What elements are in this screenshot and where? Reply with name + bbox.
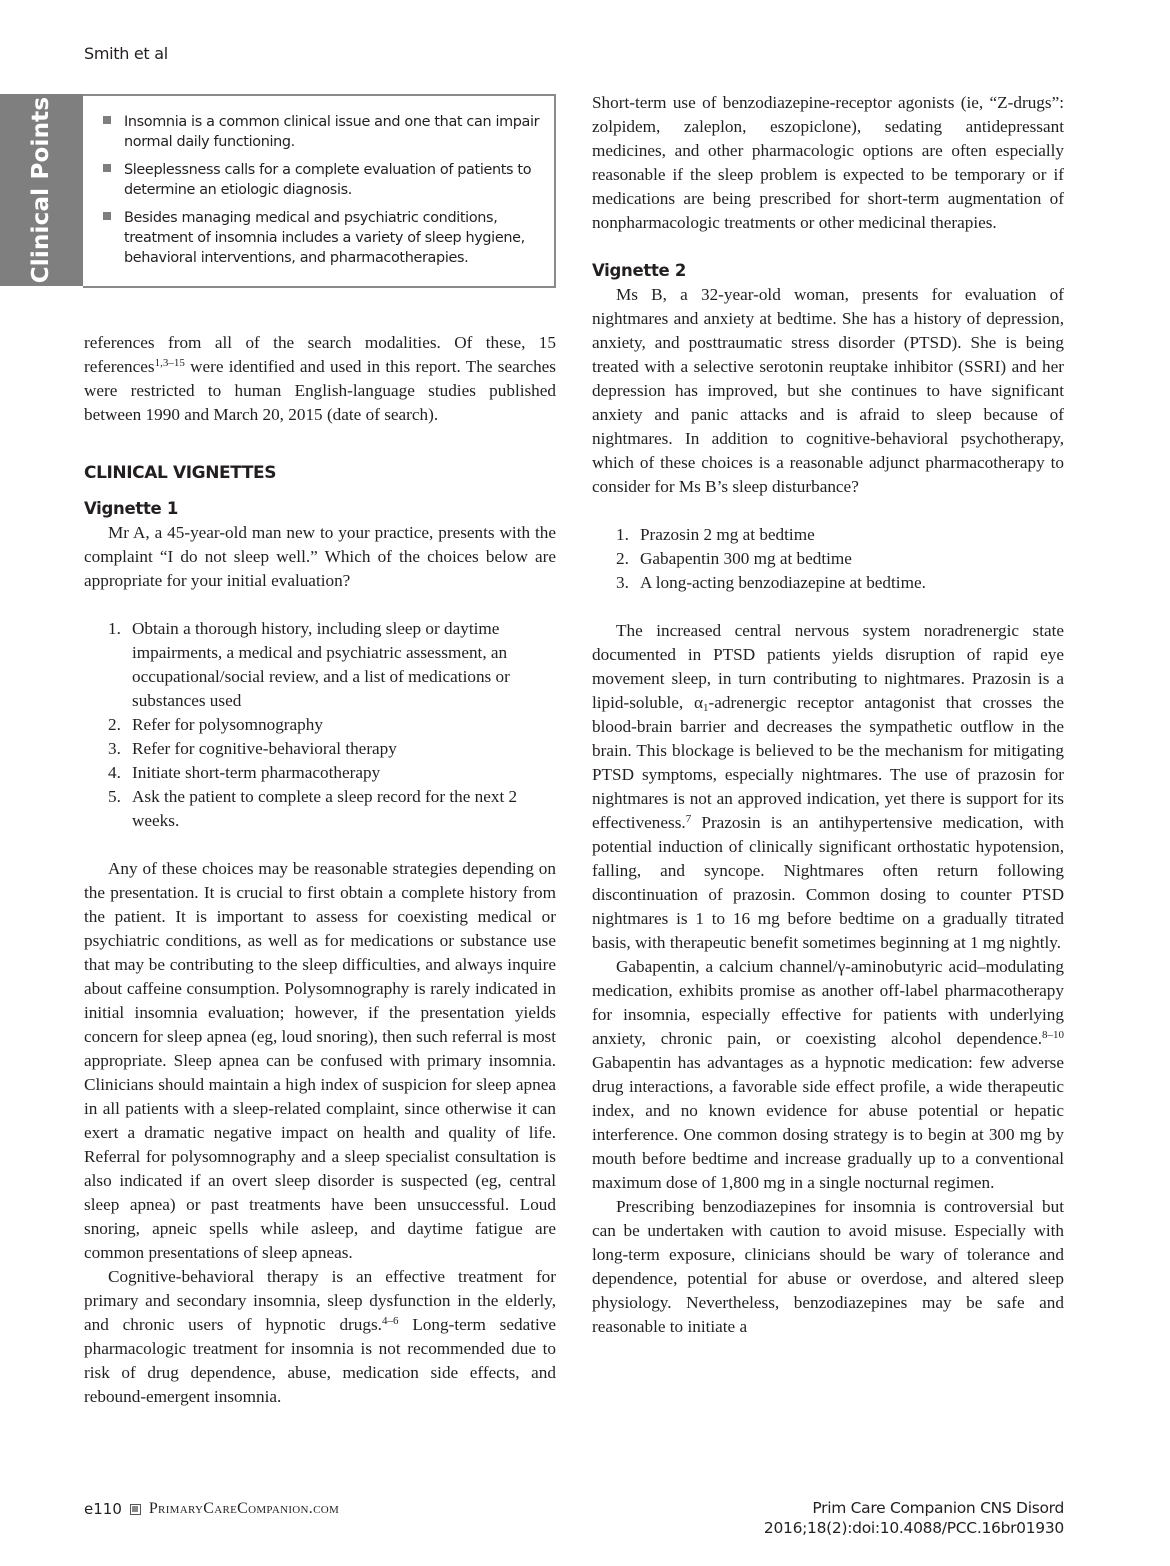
page-number: e110 <box>84 1500 122 1518</box>
journal-website-link[interactable]: PrimaryCareCompanion.com <box>148 1500 340 1517</box>
square-separator-icon <box>130 1504 141 1515</box>
journal-name: Prim Care Companion CNS Disord <box>812 1499 1064 1517</box>
clinical-point-item: Besides managing medical and psychiatric conditions, treatment of insomnia includes a variety of sleep hygiene, behavioral interventions, and pharmacotherapies. <box>103 208 543 268</box>
clinical-points-list <box>103 112 543 276</box>
choice-item: 4. Initiate short-term pharmacotherapy <box>108 763 381 782</box>
clinical-point-item: Insomnia is a common clinical issue and one that can impair normal daily functioning. <box>103 112 543 152</box>
footer-citation <box>764 1498 1064 1538</box>
vignette-1-choices <box>84 617 556 833</box>
choice-item: 1. Prazosin 2 mg at bedtime <box>616 525 815 544</box>
footer-left <box>84 1500 339 1518</box>
citation-ref: 7 <box>685 813 692 825</box>
body-paragraph: Any of these choices may be reasonable strategies depending on the presentation. It is crucial to first obtain a complete history from the patient. It is important to assess for coexisting medical or psychiatric conditions, as well as for medications or substance use that may be contributing to the sleep difficulties, and always inquire about caffeine consumption. Polysomnography is rarely indicated in initial insomnia evaluation; however, if the presentation yields concern for sleep apnea (eg, loud snoring), then such referral is most appropriate. Sleep apnea can be confused with primary insomnia. Clinicians should maintain a high index of suspicion for sleep apnea in all patients with a sleep-related complaint, since otherwise it can exert a dramatic negative impact on health and quality of life. Referral for polysomnography and a sleep specialist consultation is also indicated if an overt sleep disorder is suspected (eg, central sleep apnea) or past treatments have been unsuccessful. Loud snoring, apneic spells while asleep, and daytime fatigue are common presentations of sleep apneas. <box>84 859 557 1262</box>
clinical-points-tab <box>0 94 83 286</box>
citation-ref: 4–6 <box>381 1315 399 1327</box>
intro-paragraph: references from all of the search modalities. Of these, 15 references$^{1,3-15}$ were identified and used in this report. The searches were restricted to human English-language studies published between 1990 and March 20, 2015 (date of search). <box>84 333 556 424</box>
clinical-points-label: Clinical Points <box>28 96 54 284</box>
choice-item: 3. A long-acting benzodiazepine at bedtime. <box>616 573 926 592</box>
body-paragraph: Prescribing benzodiazepines for insomnia is controversial but can be undertaken with caution to avoid misuse. Especially with long-term exposure, clinicians should be wary of tolerance and dependence, potential for abuse or overdose, and altered sleep physiology. Nevertheless, benzodiazepines may be safe and reasonable to initiate a <box>592 1197 1064 1336</box>
vignette-2-heading: Vignette 2 <box>592 261 687 280</box>
citation-ref: 1,3–15 <box>154 357 185 369</box>
body-paragraph: Gabapentin, a calcium channel/γ-aminobutyric acid–modulating medication, exhibits promise as another off-label pharmacotherapy for insomnia, especially effective for patients with underlying anxiety, chronic pain, or coexisting alcohol dependence.$^{8-10}$ Gabapentin has advantages as a hypnotic medication: few adverse drug interactions, a favorable side effect profile, a wide therapeutic index, and no known evidence for abuse potential or hepatic interference. One common dosing strategy is to begin at 300 mg by mouth before bedtime and increase gradually up to a conventional maximum dose of 1,800 mg in a single nocturnal regimen. <box>592 957 1064 1192</box>
section-heading: CLINICAL VIGNETTES <box>84 463 277 483</box>
body-paragraph: Short-term use of benzodiazepine-receptor agonists (ie, “Z-drugs”: zolpidem, zaleplon, eszopiclone), sedating antidepressant medicines, and other pharmacologic options are often especially reasonable if the sleep problem is expected to be temporary or if medications are being prescribed for short-term augmentation of nonpharmacologic treatments or other medicinal therapies. <box>592 93 1064 232</box>
choice-item: 3. Refer for cognitive-behavioral therapy <box>108 739 397 758</box>
square-bullet-icon <box>103 116 111 124</box>
body-paragraph: The increased central nervous system noradrenergic state documented in PTSD patients yields disruption of rapid eye movement sleep, in turn contributing to nightmares. Prazosin is a lipid-soluble, $\alpha_1$-adrenergic receptor antagonist that crosses the blood-brain barrier and decreases the sympathetic outflow in the brain. This blockage is believed to be the mechanism for mitigating PTSD symptoms, especially nightmares. The use of prazosin for nightmares is not an approved indication, yet there is support for its effectiveness.$^7$ Prazosin is an antihypertensive medication, with potential induction of clinically significant orthostatic hypotension, falling, and syncope. Nightmares often return following discontinuation of prazosin. Common dosing to counter PTSD nightmares is 1 to 16 mg before bedtime on a gradually titrated basis, with therapeutic benefit sometimes beginning at 1 mg nightly. <box>592 621 1064 952</box>
square-bullet-icon <box>103 164 111 172</box>
vignette-2-question: Ms B, a 32-year-old woman, presents for evaluation of nightmares and anxiety at bedtime. She has a history of depression, anxiety, and posttraumatic stress disorder (PTSD). She is being treated with a selective serotonin reuptake inhibitor (SSRI) and her depression has improved, but she continues to have significant anxiety and panic attacks and is afraid to sleep because of nightmares. In addition to cognitive-behavioral psychotherapy, which of these choices is a reasonable adjunct pharmacotherapy to consider for Ms B’s sleep disturbance? <box>592 285 1064 496</box>
square-bullet-icon <box>103 212 111 220</box>
choice-item: 2. Gabapentin 300 mg at bedtime <box>616 549 852 568</box>
doi-citation: 2016;18(2):doi:10.4088/PCC.16br01930 <box>763 1519 1064 1537</box>
choice-item: 5. Ask the patient to complete a sleep record for the next 2 weeks. <box>108 787 518 830</box>
running-head: Smith et al <box>84 44 168 63</box>
vignette-1-heading: Vignette 1 <box>84 499 179 518</box>
citation-ref: 8–10 <box>1042 1029 1064 1041</box>
body-paragraph: Cognitive-behavioral therapy is an effective treatment for primary and secondary insomnia, sleep dysfunction in the elderly, and chronic users of hypnotic drugs.$^{4-6}$ Long-term sedative pharmacologic treatment for insomnia is not recommended due to risk of drug dependence, abuse, medication side effects, and rebound-emergent insomnia. <box>84 1267 556 1406</box>
left-column <box>84 331 556 1409</box>
clinical-point-item: Sleeplessness calls for a complete evaluation of patients to determine an etiologic diagnosis. <box>103 160 543 200</box>
vignette-1-question: Mr A, a 45-year-old man new to your practice, presents with the complaint “I do not sleep well.” Which of the choices below are appropriate for your initial evaluation? <box>84 523 556 590</box>
clinical-points-box <box>83 94 556 288</box>
choice-item: 1. Obtain a thorough history, including sleep or daytime impairments, a medical and psychiatric assessment, an occupational/social review, and a list of medications or substances used <box>108 619 510 710</box>
choice-item: 2. Refer for polysomnography <box>108 715 323 734</box>
vignette-2-choices <box>592 523 1064 595</box>
right-column <box>592 91 1064 1339</box>
